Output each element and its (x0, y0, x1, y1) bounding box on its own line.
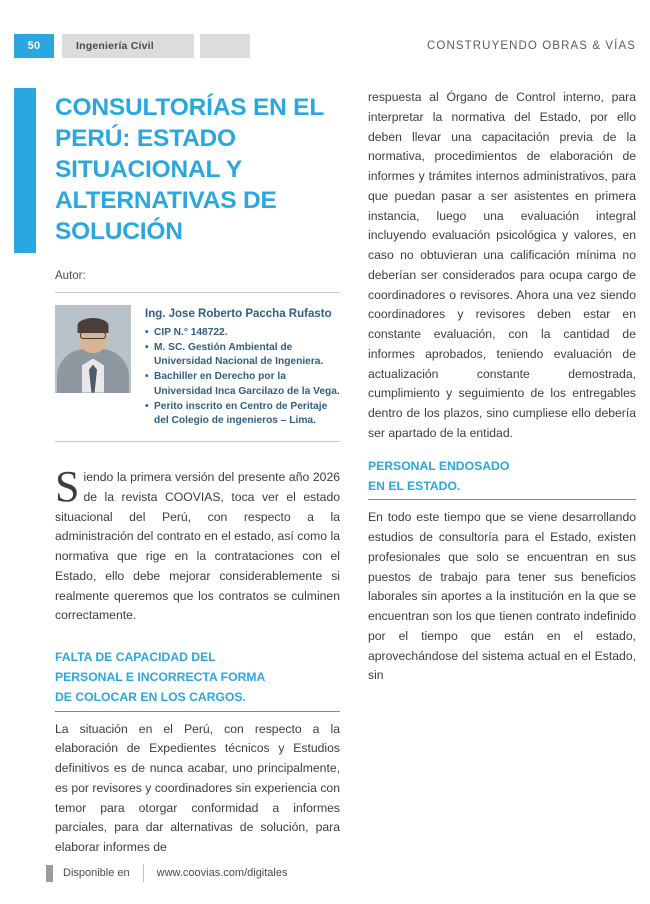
section-heading-line: FALTA DE CAPACIDAD DEL (55, 650, 216, 665)
intro-paragraph (55, 462, 340, 626)
magazine-title: CONSTRUYENDO OBRAS & VÍAS (427, 40, 636, 52)
article-title: CONSULTORÍAS EN EL PERÚ: ESTADO SITUACIONAL Y ALTERNATIVAS DE SOLUCIÓN (55, 94, 324, 246)
title-accent-bar (14, 88, 36, 253)
photo-glasses (80, 332, 106, 339)
page-number-badge: 50 (14, 34, 54, 58)
left-column (55, 92, 340, 871)
author-photo (55, 305, 131, 393)
left-paragraph-1: La situación en el Perú, con respecto a la elaboración de Expedientes técnicos y Estudios definitivos es de nunca acabar, uno principalmente, es por revisores y coordinadores sin experiencia con temor para otorgar conformidad a informes parciales, para dar alternativas de solución, para elaborar informes de (55, 721, 340, 855)
section-heading-line: DE COLOCAR EN LOS CARGOS. (55, 688, 340, 712)
right-paragraph-2: En todo este tiempo que se viene desarrollando estudios de consultoría para el Estado, existen profesionales que solo se encuentran en sus puestos de trabajo para tener sus beneficios laborales sin aportes a la institución en la que se encuentran son los que tienen contrato indefinido por el tiempo que están en el estado, aprovechándose del sistema actual en el Estado, sin (368, 510, 636, 683)
author-info (145, 305, 340, 430)
author-credential-item: • M. SC. Gestión Ambiental de Universidad Nacional de Ingeniera. (145, 341, 340, 370)
header-category: Ingeniería Civil (62, 34, 194, 58)
drop-cap: S (55, 462, 80, 512)
author-credential-item: • Bachiller en Derecho por la Universidad Inca Garcilazo de la Vega. (145, 370, 340, 399)
footer-url[interactable]: www.coovias.com/digitales (156, 867, 288, 879)
footer-divider (143, 864, 144, 882)
left-section-heading (55, 648, 340, 711)
author-credential-item: • Perito inscrito en Centro de Peritaje del Colegio de ingenieros – Lima. (145, 400, 340, 429)
page-header (0, 34, 650, 58)
footer-marker (46, 865, 53, 882)
author-box (55, 292, 340, 443)
author-label: Autor: (55, 269, 86, 282)
section-heading-line: EN EL ESTADO. (368, 477, 636, 501)
author-name: Ing. Jose Roberto Paccha Rufasto (145, 307, 332, 320)
footer-label: Disponible en (63, 867, 130, 879)
author-credential-item: • CIP N.° 148722. (145, 326, 340, 340)
page-footer (0, 860, 650, 886)
right-section-heading (368, 457, 636, 501)
right-paragraph-1: respuesta al Órgano de Control interno, para interpretar la normativa del Estado, por ello deben llevar una capacitación previa de la normativa, procedimientos de elaboración de informes y trámites internos administrativos, para que puedan pasar a ser asistentes en primera instancia, luego una evaluación integral incluyendo evaluación psicológica y valores, en caso no obtuvieran una calificación mínima no deberían ser considerados para ocupa cargo de coordinadores o revisores. Ahora una vez siendo coordinadores y revisores deben estar en constante evaluación, con la cantidad de informes aprobados, teniendo evaluación de actualización constante demostrada, cumplimiento y seguimiento de los entregables dentro de los plazos, sino cumpliese ello debería ser apartado de la entidad. (368, 90, 636, 441)
photo-hair (78, 318, 109, 333)
intro-paragraph-text: iendo la primera versión del presente año 2026 de la revista COOVIAS, toca ver el estado situacional del Perú, con respecto a la administración del contrato en el estado, así como la normativa que rige en la contrataciones con el Estado, ello debe mejorar considerablemente si realmente queremos que los contratos se culminen correctamente. (55, 470, 340, 623)
section-heading-line: PERSONAL E INCORRECTA FORMA (55, 670, 266, 684)
right-column (368, 88, 636, 699)
section-heading-line: PERSONAL ENDOSADO (368, 458, 510, 473)
header-gray-block (200, 34, 250, 58)
author-credentials (145, 326, 340, 429)
